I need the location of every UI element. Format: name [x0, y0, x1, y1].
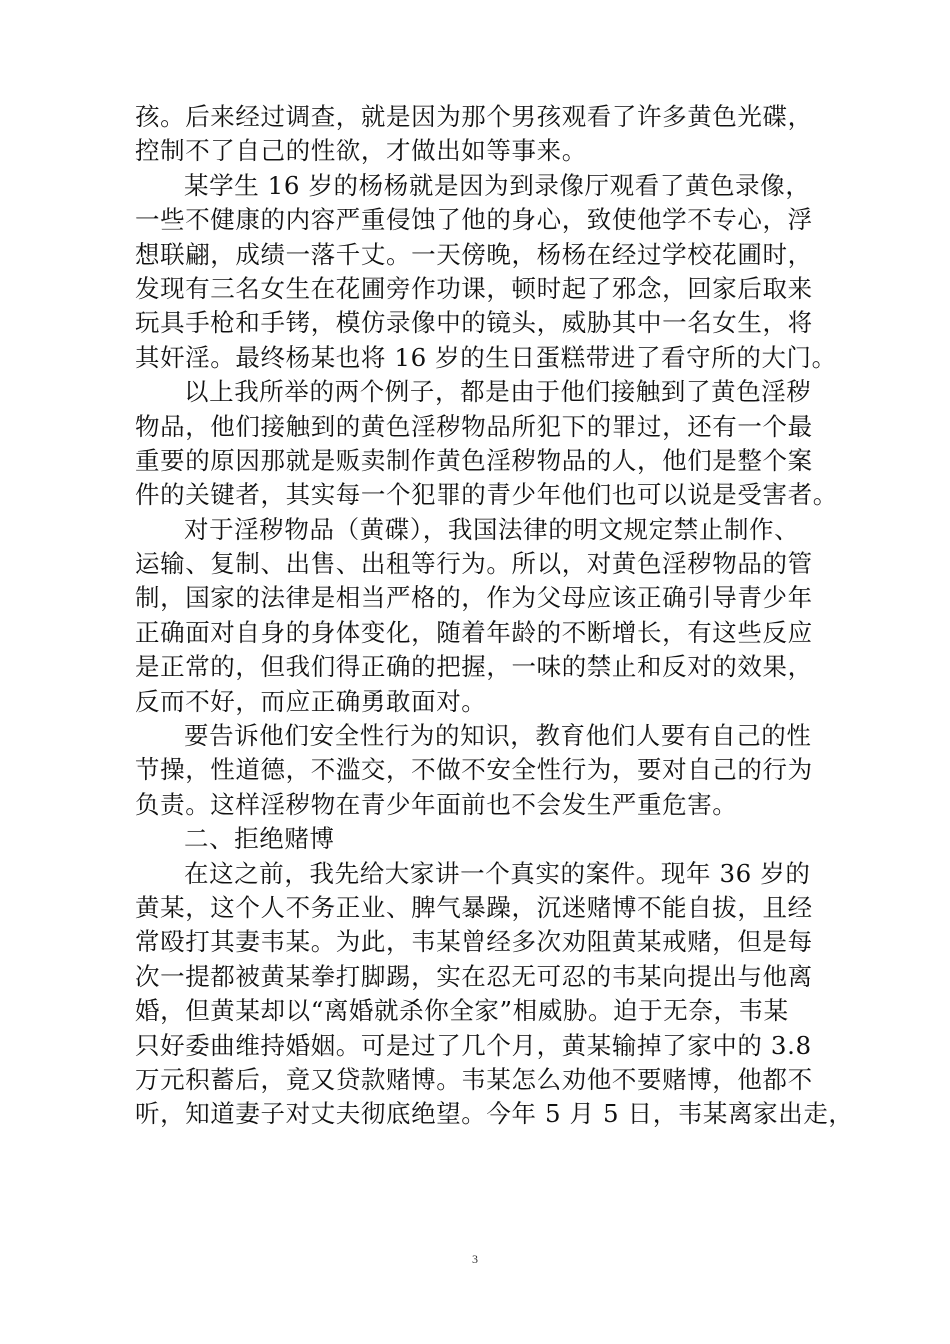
text-line-4: 一些不健康的内容严重侵蚀了他的身心，致使他学不专心，浮: [135, 205, 813, 235]
text-line-23: 在这之前，我先给大家讲一个真实的案件。现年 36 岁的: [184, 858, 811, 888]
text-line-7: 玩具手枪和手铐，模仿录像中的镜头，威胁其中一名女生，将: [135, 308, 813, 338]
text-line-19: 要告诉他们安全性行为的知识，教育他们人要有自己的性: [184, 721, 812, 751]
page-number: 3: [472, 1252, 478, 1266]
text-line-25: 常殴打其妻韦某。为此，韦某曾经多次劝阻黄某戒赌，但是每: [135, 927, 813, 957]
text-line-24: 黄某，这个人不务正业、脾气暴躁，沉迷赌博不能自拔，且经: [135, 892, 813, 922]
text-line-14: 运输、复制、出售、出租等行为。所以，对黄色淫秽物品的管: [135, 549, 813, 579]
text-line-30: 听，知道妻子对丈夫彻底绝望。今年 5 月 5 日，韦某离家出走，: [135, 1099, 854, 1129]
text-line-16: 正确面对自身的身体变化，随着年龄的不断增长，有这些反应: [135, 617, 813, 647]
text-line-3: 某学生 16 岁的杨杨就是因为到录像厅观看了黄色录像，: [184, 170, 811, 200]
text-line-27: 婚，但黄某却以“离婚就杀你全家”相威胁。迫于无奈，韦某: [135, 996, 789, 1026]
text-line-15: 制，国家的法律是相当严格的，作为父母应该正确引导青少年: [135, 583, 813, 613]
text-line-8: 其奸淫。最终杨某也将 16 岁的生日蛋糕带进了看守所的大门。: [135, 342, 837, 372]
text-line-2: 控制不了自己的性欲，才做出如等事来。: [135, 136, 587, 166]
body-text: [135, 100, 854, 1132]
text-line-13: 对于淫秽物品（黄碟），我国法律的明文规定禁止制作、: [184, 514, 800, 544]
text-line-26: 次一提都被黄某拳打脚踢，实在忍无可忍的韦某向提出与他离: [135, 961, 813, 991]
text-line-10: 物品，他们接触到的黄色淫秽物品所犯下的罪过，还有一个最: [135, 411, 813, 441]
text-line-9: 以上我所举的两个例子，都是由于他们接触到了黄色淫秽: [184, 377, 812, 407]
text-line-20: 节操，性道德，不滥交，不做不安全性行为，要对自己的行为: [135, 755, 813, 785]
text-line-28: 只好委曲维持婚姻。可是过了几个月，黄某输掉了家中的 3.8: [135, 1030, 812, 1060]
section-heading: 二、拒绝赌博: [184, 824, 335, 854]
text-line-1: 孩。后来经过调查，就是因为那个男孩观看了许多黄色光碟，: [135, 102, 813, 131]
text-line-12: 件的关键者，其实每一个犯罪的青少年他们也可以说是受害者。: [135, 480, 838, 510]
text-line-29: 万元积蓄后，竟又贷款赌博。韦某怎么劝他不要赌博，他都不: [135, 1064, 813, 1094]
text-line-11: 重要的原因那就是贩卖制作黄色淫秽物品的人，他们是整个案: [135, 445, 813, 475]
text-line-5: 想联翩，成绩一落千丈。一天傍晚，杨杨在经过学校花圃时，: [135, 239, 813, 269]
text-line-6: 发现有三名女生在花圃旁作功课，顿时起了邪念，回家后取来: [135, 273, 813, 303]
text-line-17: 是正常的，但我们得正确的把握，一味的禁止和反对的效果，: [135, 652, 813, 682]
text-line-18: 反而不好，而应正确勇敢面对。: [135, 686, 487, 716]
text-line-21: 负责。这样淫秽物在青少年面前也不会发生严重危害。: [135, 789, 738, 819]
